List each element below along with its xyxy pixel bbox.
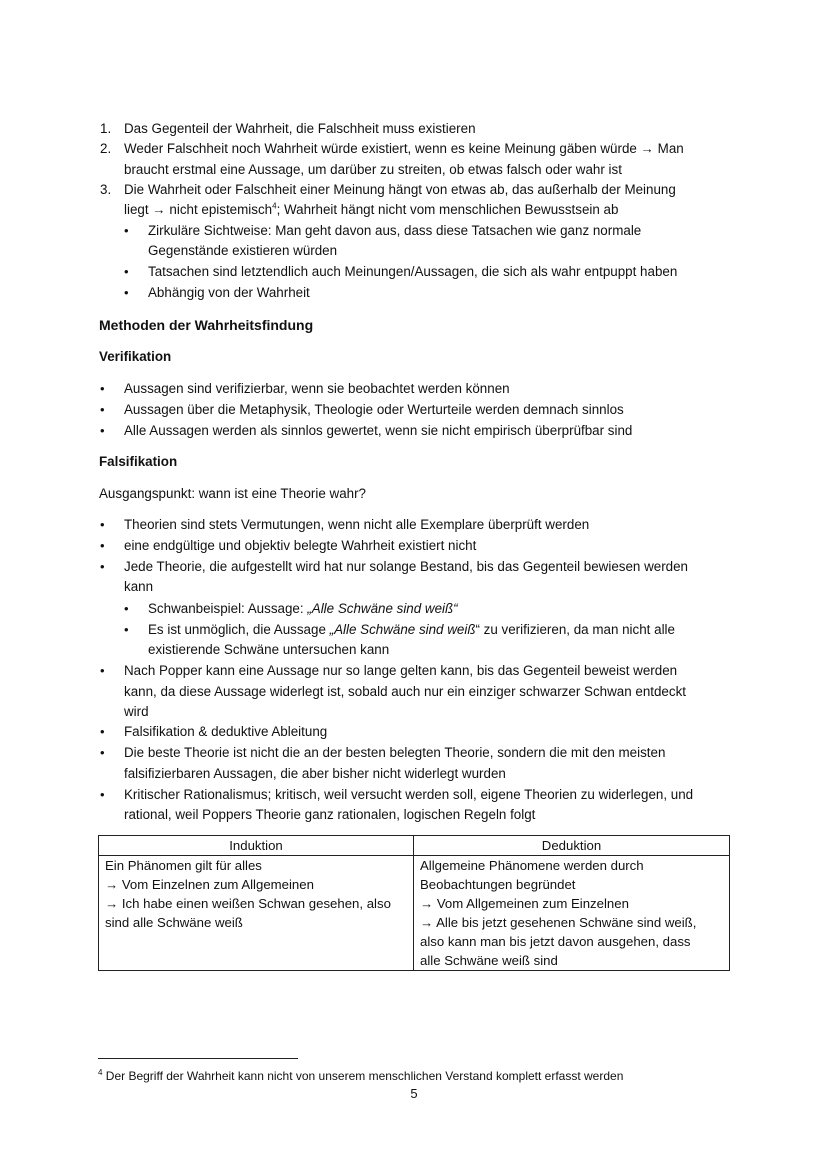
verification-bullet: Aussagen sind verifizierbar, wenn sie beobachtet werden können — [124, 381, 510, 396]
list-number-2: 2. — [100, 141, 112, 156]
swan-quote: „Alle Schwäne sind weiß“ — [307, 601, 458, 616]
verification-bullet: Aussagen über die Metaphysik, Theologie oder Werturteile werden demnach sinnlos — [124, 402, 624, 417]
list-item-2-text: braucht erstmal eine Aussage, um darüber zu streiten, ob etwas falsch oder wahr ist — [124, 162, 622, 177]
cell-line: sind alle Schwäne weiß — [105, 915, 243, 930]
sub-bullet-text: Tatsachen sind letztendlich auch Meinungen/Aussagen, die sich als wahr entpuppt haben — [148, 264, 678, 279]
falsification-bullet: Jede Theorie, die aufgestellt wird hat nur solange Bestand, bis das Gegenteil bewiesen werden — [124, 559, 689, 574]
falsification-bullet: rational, weil Poppers Theorie ganz rationalen, logischen Regeln folgt — [124, 807, 536, 822]
falsification-bullet: falsifizierbaren Aussagen, die aber bisher nicht widerlegt wurden — [124, 766, 506, 781]
table-header-induction: Induktion — [99, 836, 414, 856]
bullet-icon: • — [100, 787, 105, 802]
subheading-falsification: Falsifikation — [99, 454, 178, 469]
subheading-verification: Verifikation — [99, 349, 172, 364]
falsification-bullet: kann, da diese Aussage widerlegt ist, sobald auch nur ein einziger schwarzer Schwan entdeckt — [124, 684, 686, 699]
table-header-deduction: Deduktion — [414, 836, 730, 856]
sub-bullet-text: Abhängig von der Wahrheit — [148, 285, 310, 300]
table-cell-deduction — [414, 856, 730, 971]
cell-line: also kann man bis jetzt davon ausgehen, dass — [420, 934, 691, 949]
swan-impossible-line-2: existierende Schwäne untersuchen kann — [148, 642, 390, 657]
falsification-bullet: eine endgültige und objektiv belegte Wahrheit existiert nicht — [124, 538, 477, 553]
section-heading: Methoden der Wahrheitsfindung — [99, 317, 314, 333]
page-number: 5 — [410, 1086, 418, 1101]
list-item-1-text: Das Gegenteil der Wahrheit, die Falschheit muss existieren — [124, 121, 476, 136]
falsification-intro: Ausgangspunkt: wann ist eine Theorie wahr? — [99, 486, 366, 501]
list-item-3-fragment: liegt → nicht epistemisch — [124, 202, 273, 217]
bullet-icon: • — [100, 745, 105, 760]
table-cell-induction — [99, 856, 414, 971]
cell-line: → Vom Einzelnen zum Allgemeinen — [105, 877, 314, 892]
list-item-3-text — [124, 200, 618, 220]
cell-line: → Alle bis jetzt gesehenen Schwäne sind weiß, — [420, 915, 697, 930]
bullet-icon: • — [124, 223, 129, 238]
bullet-icon: • — [100, 517, 105, 532]
footnote — [98, 1068, 623, 1084]
bullet-icon: • — [124, 601, 129, 616]
bullet-icon: • — [100, 402, 105, 417]
list-number-1: 1. — [100, 121, 112, 136]
bullet-icon: • — [100, 663, 105, 678]
bullet-icon: • — [100, 724, 105, 739]
swan-impossible-prefix: Es ist unmöglich, die Aussage — [148, 622, 330, 637]
falsification-bullet: Kritischer Rationalismus; kritisch, weil versucht werden soll, eigene Theorien zu widerlegen, und — [124, 787, 694, 802]
swan-example-prefix: Schwanbeispiel: Aussage: — [148, 601, 308, 616]
cell-line: Beobachtungen begründet — [420, 877, 576, 892]
cell-line: alle Schwäne weiß sind — [420, 953, 558, 968]
bullet-icon: • — [124, 285, 129, 300]
list-item-3-fragment: ; Wahrheit hängt nicht vom menschlichen Bewusstsein ab — [276, 202, 619, 217]
falsification-bullet: Die beste Theorie ist nicht die an der besten belegten Theorie, sondern die mit den meisten — [124, 745, 666, 760]
table-row — [99, 856, 730, 971]
swan-impossible-suffix: “ zu verifizieren, da man nicht alle — [475, 622, 675, 637]
bullet-icon: • — [100, 381, 105, 396]
swan-quote: „Alle Schwäne sind weiß — [329, 622, 476, 637]
list-item-3-text: Die Wahrheit oder Falschheit einer Meinung hängt von etwas ab, das außerhalb der Meinung — [124, 182, 676, 197]
cell-line: → Vom Allgemeinen zum Einzelnen — [420, 896, 629, 911]
sub-bullet-text: Gegenstände existieren würden — [148, 243, 338, 258]
cell-line: Ein Phänomen gilt für alles — [105, 858, 262, 873]
falsification-bullet: Falsifikation & deduktive Ableitung — [124, 724, 328, 739]
falsification-bullet: kann — [124, 579, 154, 594]
swan-impossible-line — [148, 620, 675, 640]
list-number-3: 3. — [100, 182, 112, 197]
induction-deduction-table — [98, 835, 730, 971]
cell-line: Allgemeine Phänomene werden durch — [420, 858, 644, 873]
bullet-icon: • — [100, 423, 105, 438]
footnote-number: 4 — [98, 1068, 103, 1077]
footnote-reference[interactable]: 4 — [272, 201, 277, 211]
bullet-icon: • — [100, 559, 105, 574]
falsification-bullet: wird — [124, 704, 149, 719]
list-item-2-text: Weder Falschheit noch Wahrheit würde existiert, wenn es keine Meinung gäben würde → Man — [124, 141, 684, 156]
verification-bullet: Alle Aussagen werden als sinnlos gewertet, wenn sie nicht empirisch überprüfbar sind — [124, 423, 633, 438]
footnote-text: Der Begriff der Wahrheit kann nicht von unserem menschlichen Verstand komplett erfasst werden — [102, 1069, 624, 1083]
falsification-bullet: Theorien sind stets Vermutungen, wenn nicht alle Exemplare überprüft werden — [124, 517, 590, 532]
cell-line: → Ich habe einen weißen Schwan gesehen, also — [105, 896, 391, 911]
bullet-icon: • — [124, 264, 129, 279]
bullet-icon: • — [124, 622, 129, 637]
footnote-separator — [98, 1058, 298, 1059]
table-header-row — [99, 836, 730, 856]
sub-bullet-text: Zirkuläre Sichtweise: Man geht davon aus, dass diese Tatsachen wie ganz normale — [148, 223, 642, 238]
falsification-bullet: Nach Popper kann eine Aussage nur so lange gelten kann, bis das Gegenteil beweist werden — [124, 663, 678, 678]
swan-example-line — [148, 599, 458, 619]
bullet-icon: • — [100, 538, 105, 553]
